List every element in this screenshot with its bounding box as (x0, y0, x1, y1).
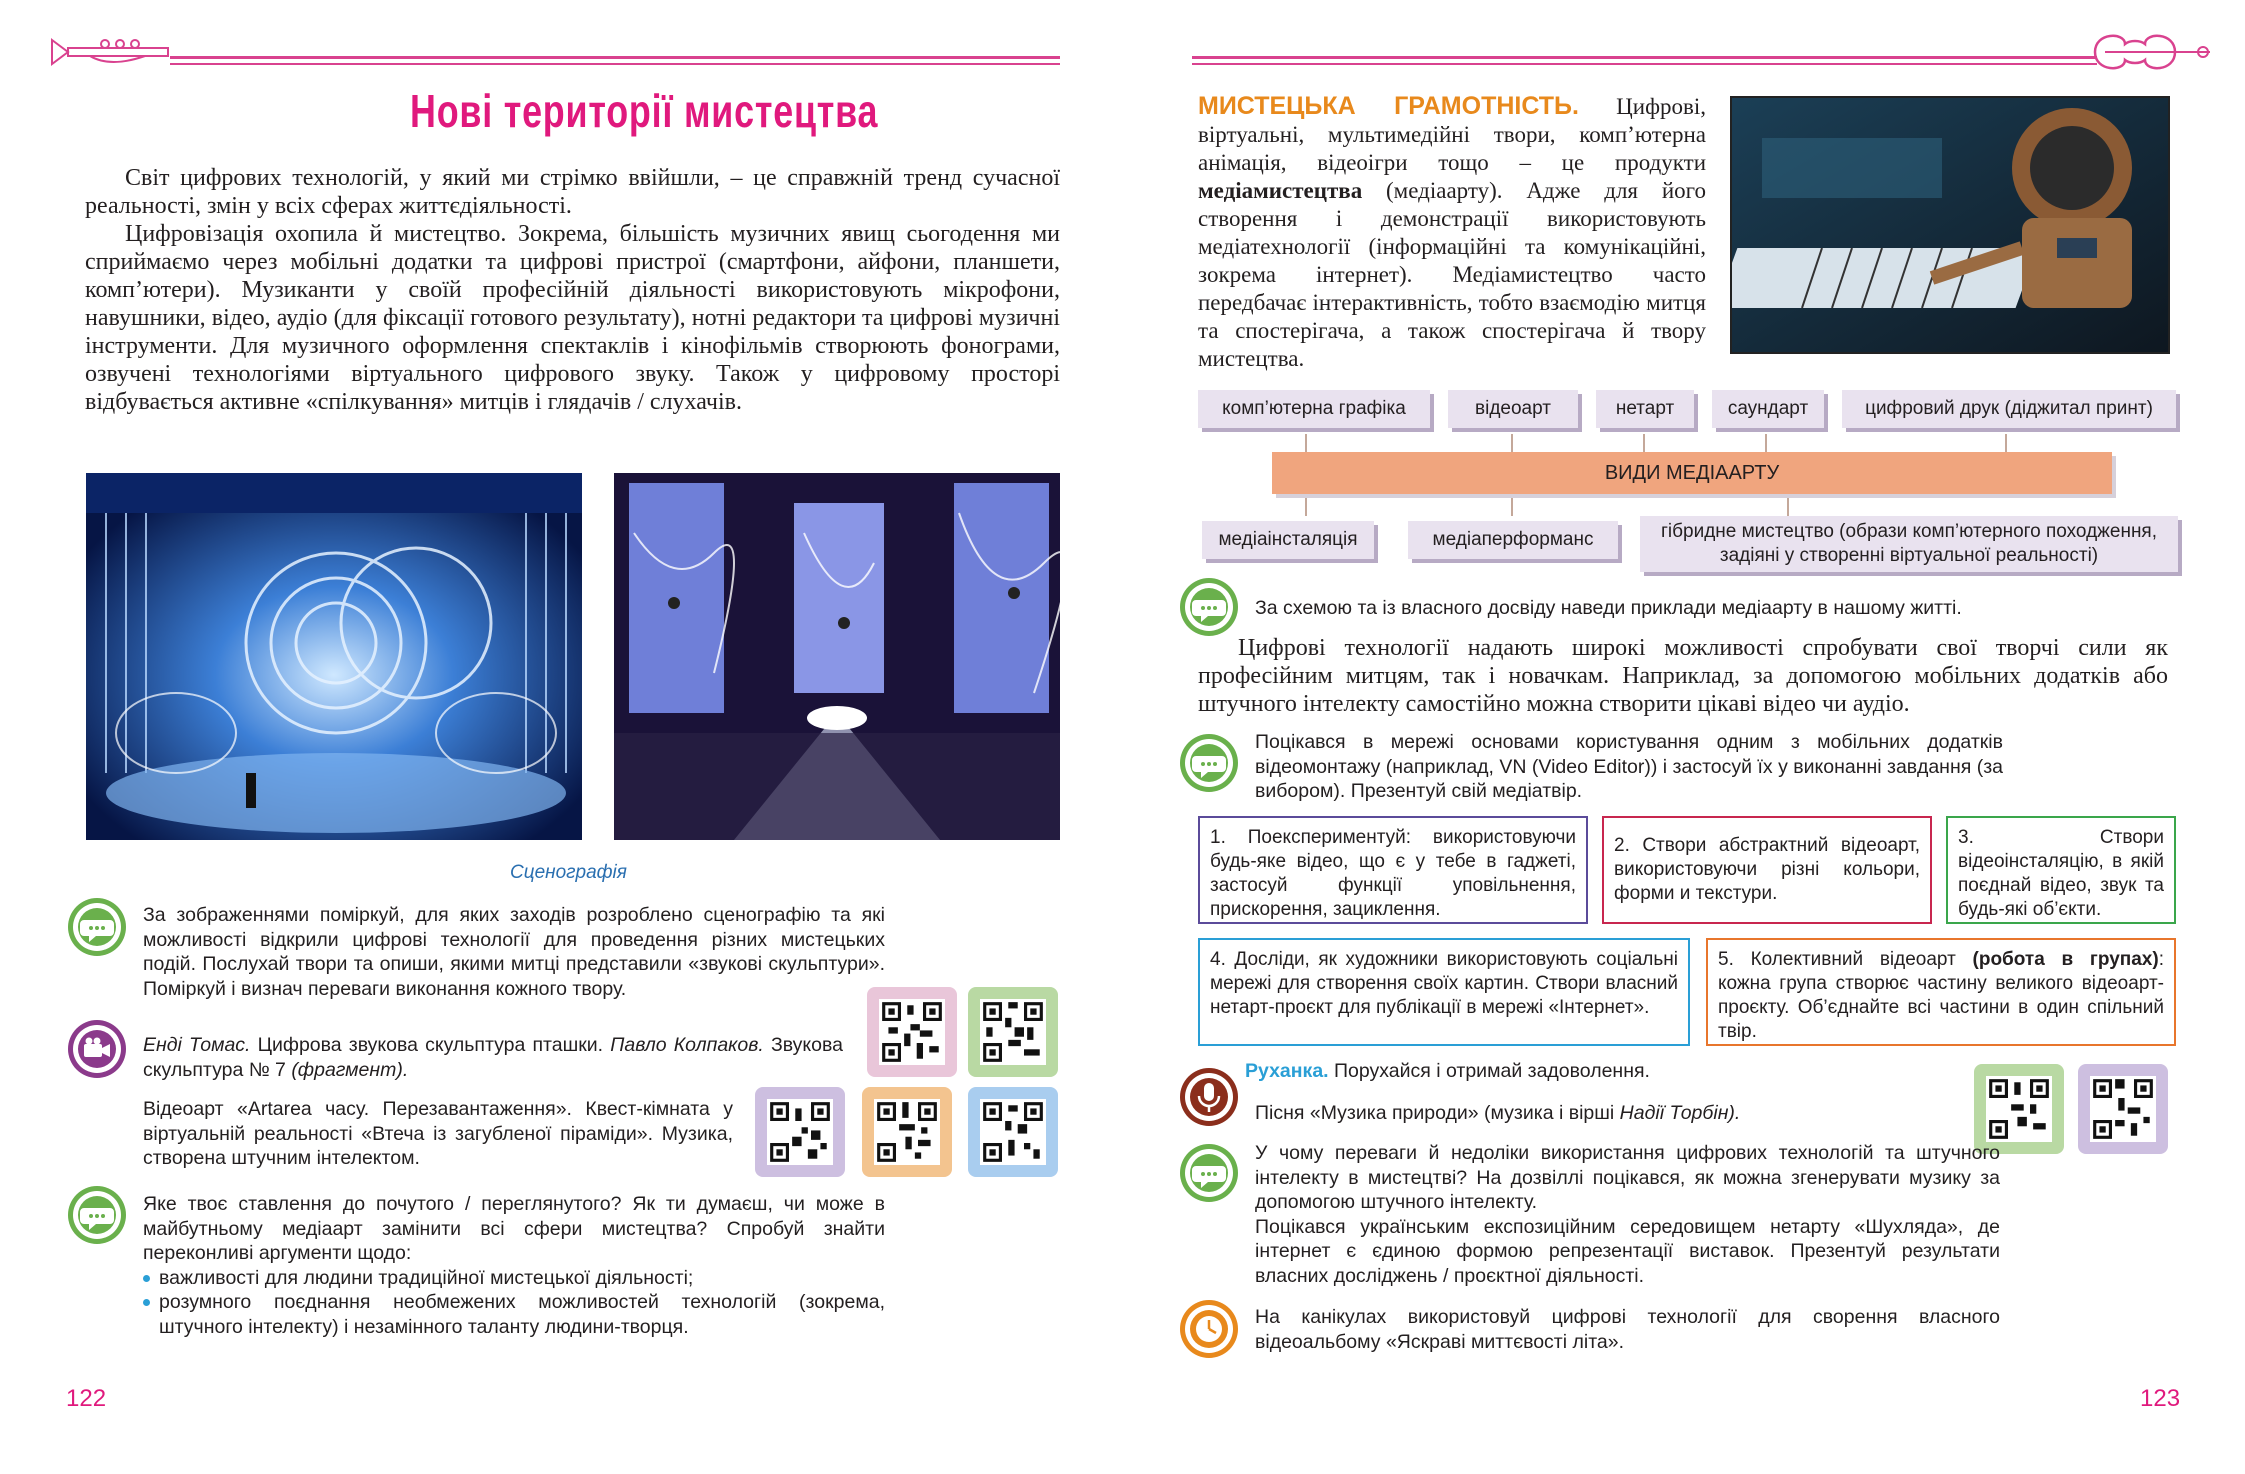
paragraph-3: Цифрові технології надають широкі можливості спробувати свої творчі сили як професійним митцям, так і новачкам. Наприклад, за допомогою мобільних додатків або штучного інтелекту самостійно можна створити цікаві відео чи аудіо. (1198, 635, 2168, 717)
paragraph-2: Цифровізація охопила й мистецтво. Зокрема, більшість музичних явищ сьогодення ми сприймаємо через мобільні додатки та цифрові пристрої (смартфони, айфони, планшети, комп’ютери). Музиканти у своїй професійній діяльності використовують мікрофони, навушники, відео, аудіо (для фіксації готового результату), нотні редактори та цифрові музичні інструменти. Для музичного оформлення спектаклів і кінофільмів створюють фонограми, озвучені технологіями віртуального цифрового звуку. Також у цифровому просторі відбувається активне «спілкування» митців і глядачів / слухачів. (85, 221, 1060, 415)
literacy-heading: МИСТЕЦЬКА ГРАМОТНІСТЬ. (1198, 92, 1579, 120)
media-art-types-bar: ВИДИ МЕДІААРТУ (1272, 452, 2112, 494)
robot-pianist-image (1730, 96, 2170, 354)
task-2-text: Яке твоє ставлення до почутого / переглянутого? Як ти думаєш, чи може в майбутньому медіаарт замінити всі сфери мистецтва? Спробуй знайти переконливі аргументи щодо: (143, 1193, 885, 1264)
header-rule-right-thin (1192, 63, 2097, 65)
page-number-left: 122 (66, 1385, 107, 1412)
argument-list (143, 1266, 885, 1340)
task-5 (1255, 1141, 2000, 1288)
task-4-text: Поцікався в мережі основами користування одним з мобільних додатків відеомонтажу (наприклад, VN (Video Editor)) і застосуй їх у виконанні завдання (за вибором). Презентуй свій медіатвір. (1255, 731, 2003, 802)
media-type-tag: цифровий друк (діджитал принт) (1842, 390, 2176, 428)
intro-text (85, 164, 1060, 416)
media-type-tag: медіаінсталяція (1202, 521, 1374, 559)
media-type-tag: нетарт (1596, 390, 1694, 428)
chat-icon (1180, 1144, 1238, 1202)
media-type-tag: гібридне мистецтво (образи комп’ютерного походження, задіяні у створенні віртуальної реальності) (1640, 516, 2178, 572)
clock-icon (1180, 1300, 1238, 1358)
qr-code-icon[interactable] (867, 987, 957, 1077)
media-literacy-text: МИСТЕЦЬКА ГРАМОТНІСТЬ. Цифрові, віртуальні, мультимедійні твори, комп’ютерна анімація, відеоігри тощо – це продукти медіамистецтва (медіаарту). Адже для його створення і демонстрації використовують медіатехнології (інформаційні та комунікаційні, зокрема інтернет). Медіамистецтво часто передбачає інтерактивність, тобто взаємодію митця та спостерігача, а також спостерігача й твору мистецтва. (1198, 92, 1707, 371)
violin-icon (2085, 22, 2215, 82)
qr-code-icon[interactable] (968, 987, 1058, 1077)
paragraph-1: Світ цифрових технологій, у який ми стрімко ввійшли, – це справжній тренд сучасної реальності, змін у всіх сферах життєдіяльності. (85, 165, 1060, 219)
task-box-5: 5. Колективний відеоарт (робота в групах): кожна група створює частину великого відеоарт-проєкту. Об’єднайте всі частини в один спільний твір. (1706, 938, 2176, 1046)
qr-code-icon[interactable] (968, 1087, 1058, 1177)
page-title: Нові території мистецтва (410, 85, 879, 137)
qr-code-icon[interactable] (2078, 1064, 2168, 1154)
task-6-text: На канікулах використовуй цифрові технології для сворення власного відеоальбому «Яскраві миттєвості літа». (1255, 1306, 2000, 1353)
qr-code-icon[interactable] (755, 1087, 845, 1177)
chat-icon (1180, 578, 1238, 636)
task-1-text: За зображеннями поміркуй, для яких заходів розроблено сценографію та які можливості відкрили цифрові технології для проведення різних мистецьких подій. Послухай твори та опиши, якими митці представили «звукові скульптури». Поміркуй і визнач переваги виконання кожного твору. (143, 904, 885, 1000)
list-item: важливості для людини традиційної мистецької діяльності; (143, 1266, 885, 1291)
header-rule-left (170, 56, 1060, 59)
media-type-tag: саундарт (1712, 390, 1824, 428)
task-3-text: За схемою та із власного досвіду наведи приклади медіаарту в нашому житті. (1255, 597, 1962, 619)
task-5-text-b: Поцікався українським експозиційним середовищем нетарту «Шухляда», де інтернет є єдиною формою репрезентації виставок. Презентуй результати власних досліджень / проєктної діяльності. (1255, 1215, 2000, 1287)
photo-caption: Сценографія (510, 862, 627, 883)
chat-icon (68, 1186, 126, 1244)
media-type-tag: комп’ютерна графіка (1198, 390, 1430, 428)
media-type-tag: медіаперформанс (1408, 521, 1618, 559)
video-list: Відеоарт «Artarea часу. Перезавантаження». Квест-кімната у віртуальній реальності «Втеча із загубленої піраміди». Музика, створена штучним інтелектом. (143, 1098, 733, 1169)
task-box-1: 1. Поекспериментуй: використовуючи будь-яке відео, що є у тебе в гаджеті, застосуй функції уповільнення, прискорення, зациклення. (1198, 816, 1588, 924)
page-number-right: 123 (2140, 1385, 2181, 1412)
chat-icon (68, 898, 126, 956)
scenography-photo-1 (86, 473, 582, 840)
task-box-3: 3. Створи відеоінсталяцію, в якій поєднай відео, звук та будь-які об’єкти. (1946, 816, 2176, 924)
listen-list: Енді Томас. Цифрова звукова скульптура пташки. Павло Колпаков. Звукова скульптура № 7 (фрагмент). (143, 1034, 843, 1081)
song-text: Пісня «Музика природи» (музика і вірші Надії Торбін). (1255, 1102, 1741, 1124)
scenography-photo-2 (614, 473, 1060, 840)
qr-code-icon[interactable] (862, 1087, 952, 1177)
task-5-text-a: У чому переваги й недоліки використання цифрових технологій та штучного інтелекту в мистецтві? На дозвіллі поцікався, як можна згенерувати музику за допомогою штучного інтелекту. (1255, 1142, 2000, 1213)
list-item: розумного поєднання необмежених можливостей технологій (зокрема, штучного інтелекту) і незамінного таланту людини-творця. (143, 1290, 885, 1339)
header-rule-right (1192, 56, 2097, 59)
header-rule-left-thin (170, 63, 1060, 65)
ruhanka-text: Руханка. Порухайся і отримай задоволення. (1245, 1060, 1650, 1082)
video-camera-icon (68, 1020, 126, 1078)
trumpet-icon (50, 34, 175, 70)
task-box-2: 2. Створи абстрактний відеоарт, використовуючи різні кольори, форми и текстури. (1602, 816, 1932, 924)
task-box-4: 4. Досліди, як художники використовують соціальні мережі для створення своїх картин. Створи власний нетарт-проєкт для публікації в мережі «Інтернет». (1198, 938, 1690, 1046)
task-2 (143, 1192, 885, 1339)
chat-icon (1180, 734, 1238, 792)
media-type-tag: відеоарт (1448, 390, 1578, 428)
microphone-icon (1180, 1068, 1238, 1126)
